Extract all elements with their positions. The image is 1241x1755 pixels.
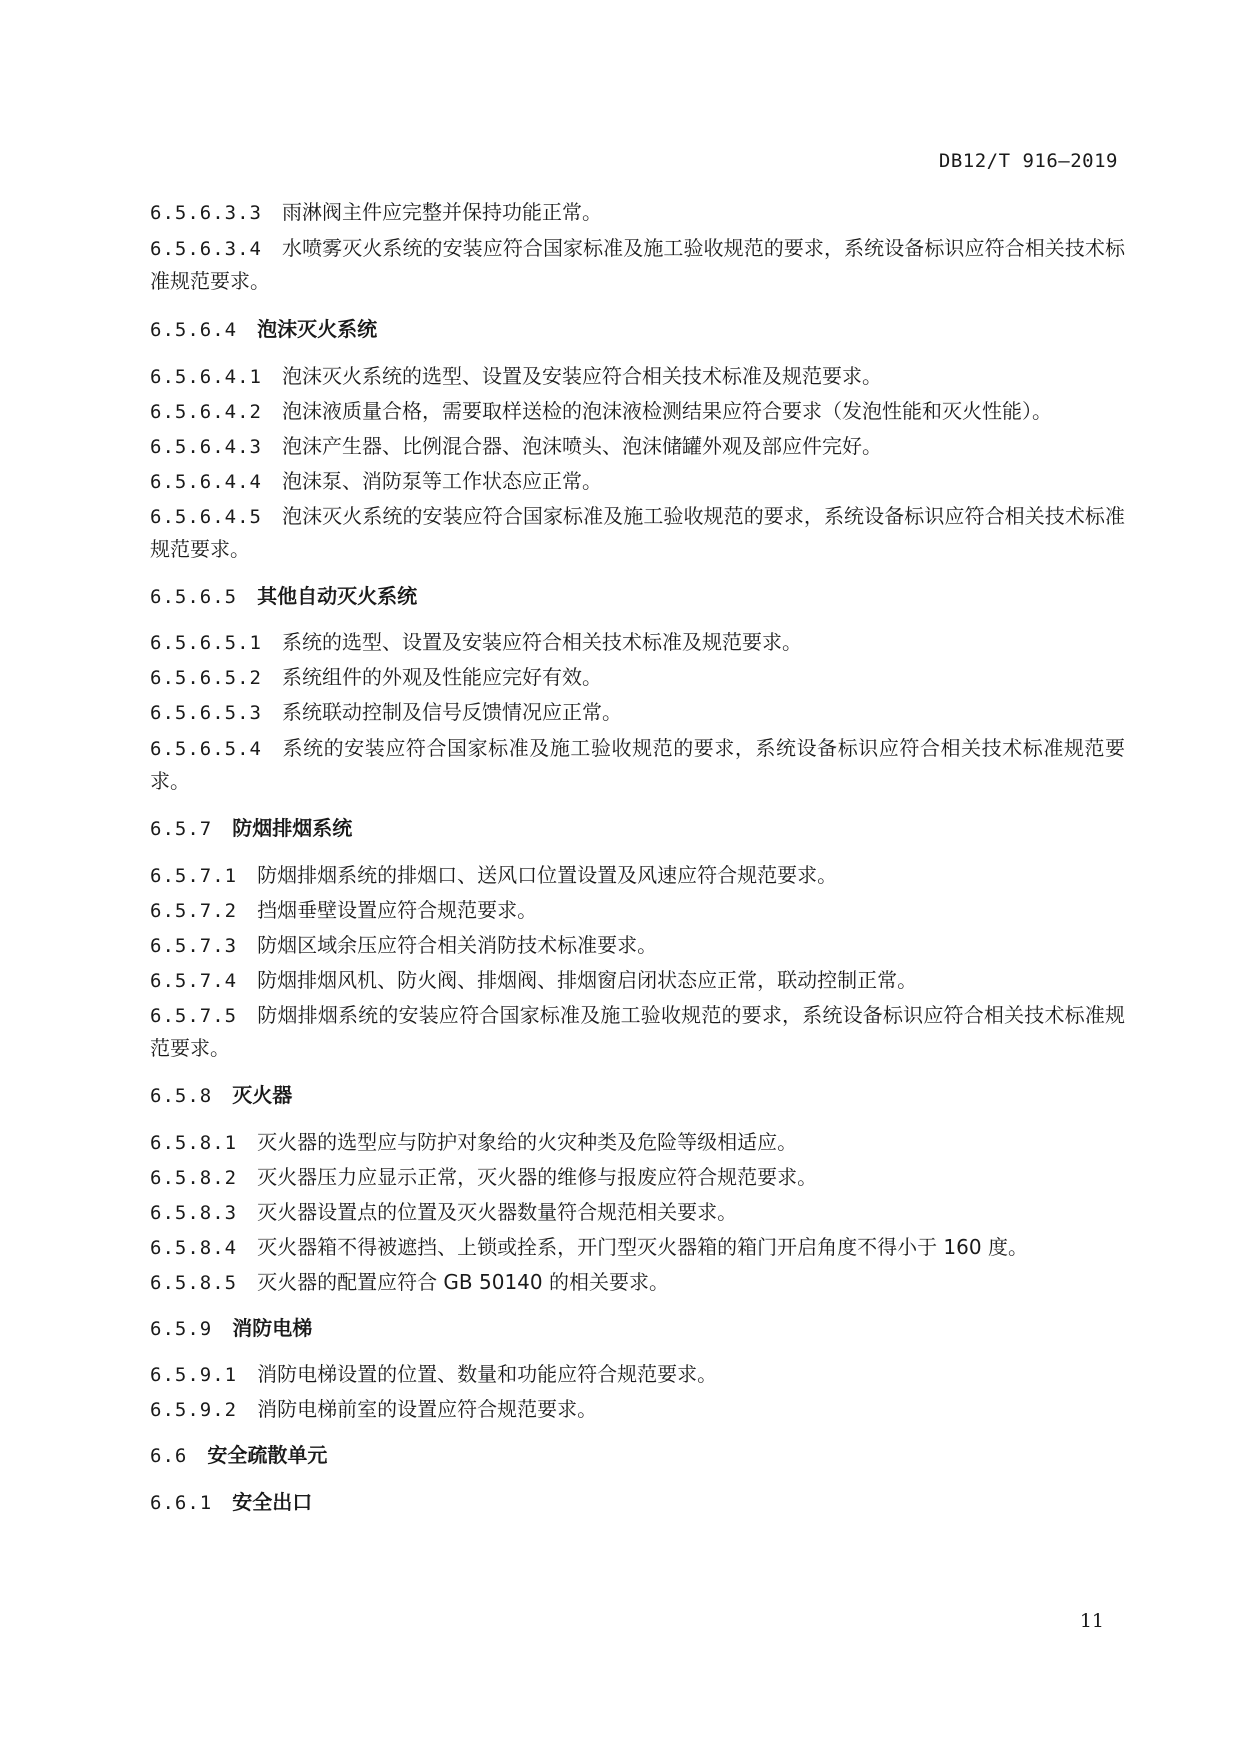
clause-number: 6.5.9.1 bbox=[150, 1364, 238, 1386]
clause-6-5-8-4 bbox=[150, 1231, 1125, 1264]
clause-number: 6.5.6.5.1 bbox=[150, 632, 262, 654]
section-heading-6-5-6-5 bbox=[150, 580, 1125, 613]
section-heading-6-5-7 bbox=[150, 812, 1125, 845]
clause-text: 雨淋阀主件应完整并保持功能正常。 bbox=[281, 200, 602, 224]
clause-number: 6.5.6.4.3 bbox=[150, 436, 262, 458]
clause-number: 6.5.6.3.4 bbox=[150, 238, 262, 260]
section-title: 其他自动灭火系统 bbox=[257, 584, 418, 608]
clause-6-5-7-5 bbox=[150, 999, 1125, 1064]
clause-text: 灭火器的选型应与防护对象给的火灾种类及危险等级相适应。 bbox=[257, 1130, 798, 1154]
clause-number: 6.5.6.4.2 bbox=[150, 401, 262, 423]
clause-text: 泡沫泵、消防泵等工作状态应正常。 bbox=[281, 469, 602, 493]
clause-text: 水喷雾灭火系统的安装应符合国家标准及施工验收规范的要求，系统设备标识应符合相关技术标准规范要求。 bbox=[150, 236, 1125, 293]
clause-number: 6.5.7.1 bbox=[150, 865, 238, 887]
clause-text: 消防电梯前室的设置应符合规范要求。 bbox=[257, 1397, 598, 1421]
clause-number: 6.5.6.4.4 bbox=[150, 471, 262, 493]
clause-text: 防烟排烟风机、防火阀、排烟阀、排烟窗启闭状态应正常，联动控制正常。 bbox=[257, 968, 918, 992]
section-heading-6-5-8 bbox=[150, 1079, 1125, 1112]
section-heading-6-5-6-4 bbox=[150, 313, 1125, 346]
section-number: 6.5.6.4 bbox=[150, 319, 238, 341]
section-title: 安全出口 bbox=[232, 1490, 313, 1514]
clause-6-5-6-4-5 bbox=[150, 500, 1125, 565]
clause-text: 系统的安装应符合国家标准及施工验收规范的要求，系统设备标识应符合相关技术标准规范要求。 bbox=[150, 736, 1125, 793]
section-title: 消防电梯 bbox=[232, 1316, 313, 1340]
clause-text: 防烟排烟系统的排烟口、送风口位置设置及风速应符合规范要求。 bbox=[257, 863, 838, 887]
clause-6-5-6-4-1 bbox=[150, 360, 1125, 393]
clause-text: 灭火器箱不得被遮挡、上锁或拴系，开门型灭火器箱的箱门开启角度不得小于 160 度。 bbox=[257, 1235, 1028, 1259]
clause-6-5-9-1 bbox=[150, 1358, 1125, 1391]
clause-6-5-7-3 bbox=[150, 929, 1125, 962]
clause-6-5-8-1 bbox=[150, 1126, 1125, 1159]
clause-6-5-6-5-1 bbox=[150, 626, 1125, 659]
clause-text: 防烟区域余压应符合相关消防技术标准要求。 bbox=[257, 933, 658, 957]
section-title: 灭火器 bbox=[232, 1083, 293, 1107]
clause-number: 6.5.6.5.3 bbox=[150, 702, 262, 724]
page-number: 11 bbox=[1079, 1610, 1104, 1632]
section-heading-6-6 bbox=[150, 1439, 1125, 1472]
section-title: 泡沫灭火系统 bbox=[257, 317, 378, 341]
clause-number: 6.5.6.4.5 bbox=[150, 506, 262, 528]
clause-6-5-9-2 bbox=[150, 1393, 1125, 1426]
clause-number: 6.5.7.2 bbox=[150, 900, 238, 922]
document-code: DB12/T 916—2019 bbox=[938, 150, 1118, 172]
clause-text: 系统的选型、设置及安装应符合相关技术标准及规范要求。 bbox=[281, 630, 802, 654]
section-number: 6.5.6.5 bbox=[150, 586, 238, 608]
clause-6-5-6-3-4 bbox=[150, 232, 1125, 297]
clause-number: 6.5.7.5 bbox=[150, 1005, 238, 1027]
clause-6-5-6-4-4 bbox=[150, 465, 1125, 498]
clause-number: 6.5.8.1 bbox=[150, 1132, 238, 1154]
section-title: 防烟排烟系统 bbox=[232, 816, 353, 840]
clause-text: 泡沫灭火系统的安装应符合国家标准及施工验收规范的要求，系统设备标识应符合相关技术标准规范要求。 bbox=[150, 504, 1125, 561]
clause-6-5-6-5-2 bbox=[150, 661, 1125, 694]
clause-number: 6.5.6.3.3 bbox=[150, 202, 262, 224]
clause-text: 系统联动控制及信号反馈情况应正常。 bbox=[281, 700, 622, 724]
section-number: 6.6.1 bbox=[150, 1492, 213, 1514]
clause-number: 6.5.9.2 bbox=[150, 1399, 238, 1421]
clause-number: 6.5.8.4 bbox=[150, 1237, 238, 1259]
clause-number: 6.5.7.4 bbox=[150, 970, 238, 992]
clause-6-5-7-2 bbox=[150, 894, 1125, 927]
clause-6-5-7-4 bbox=[150, 964, 1125, 997]
clause-text: 泡沫灭火系统的选型、设置及安装应符合相关技术标准及规范要求。 bbox=[281, 364, 882, 388]
clause-6-5-6-5-3 bbox=[150, 696, 1125, 729]
clause-number: 6.5.6.5.2 bbox=[150, 667, 262, 689]
clause-text: 灭火器的配置应符合 GB 50140 的相关要求。 bbox=[257, 1270, 669, 1294]
section-title: 安全疏散单元 bbox=[207, 1443, 328, 1467]
section-number: 6.5.8 bbox=[150, 1085, 213, 1107]
section-number: 6.5.9 bbox=[150, 1318, 213, 1340]
clause-text: 泡沫液质量合格，需要取样送检的泡沫液检测结果应符合要求（发泡性能和灭火性能）。 bbox=[281, 399, 1052, 423]
clause-text: 挡烟垂壁设置应符合规范要求。 bbox=[257, 898, 538, 922]
clause-6-5-8-3 bbox=[150, 1196, 1125, 1229]
clause-number: 6.5.6.4.1 bbox=[150, 366, 262, 388]
clause-6-5-6-5-4 bbox=[150, 732, 1125, 797]
clause-number: 6.5.8.2 bbox=[150, 1167, 238, 1189]
clause-6-5-6-4-2 bbox=[150, 395, 1125, 428]
clause-text: 系统组件的外观及性能应完好有效。 bbox=[281, 665, 602, 689]
section-number: 6.5.7 bbox=[150, 818, 213, 840]
clause-text: 防烟排烟系统的安装应符合国家标准及施工验收规范的要求，系统设备标识应符合相关技术标准规范要求。 bbox=[150, 1003, 1125, 1060]
clause-number: 6.5.8.3 bbox=[150, 1202, 238, 1224]
clause-6-5-7-1 bbox=[150, 859, 1125, 892]
clause-6-5-6-4-3 bbox=[150, 430, 1125, 463]
clause-number: 6.5.7.3 bbox=[150, 935, 238, 957]
clause-number: 6.5.8.5 bbox=[150, 1272, 238, 1294]
clause-number: 6.5.6.5.4 bbox=[150, 738, 262, 760]
clause-6-5-6-3-3 bbox=[150, 196, 1125, 229]
clause-text: 灭火器压力应显示正常，灭火器的维修与报废应符合规范要求。 bbox=[257, 1165, 818, 1189]
clause-text: 灭火器设置点的位置及灭火器数量符合规范相关要求。 bbox=[257, 1200, 738, 1224]
clause-text: 泡沫产生器、比例混合器、泡沫喷头、泡沫储罐外观及部应件完好。 bbox=[281, 434, 882, 458]
section-number: 6.6 bbox=[150, 1445, 188, 1467]
section-heading-6-6-1 bbox=[150, 1486, 1125, 1519]
section-heading-6-5-9 bbox=[150, 1312, 1125, 1345]
clause-6-5-8-2 bbox=[150, 1161, 1125, 1194]
clause-6-5-8-5 bbox=[150, 1266, 1125, 1299]
clause-text: 消防电梯设置的位置、数量和功能应符合规范要求。 bbox=[257, 1362, 718, 1386]
